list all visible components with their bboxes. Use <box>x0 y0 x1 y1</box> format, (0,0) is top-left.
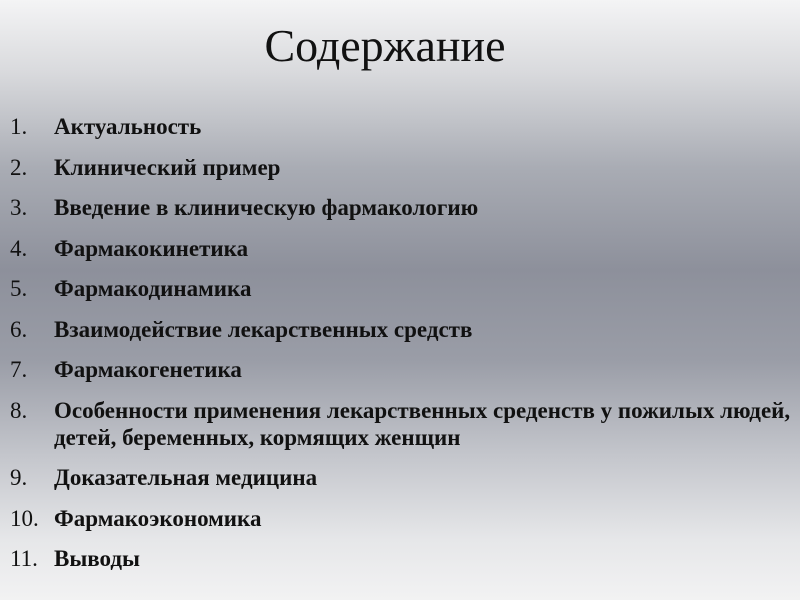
contents-item <box>10 464 795 491</box>
contents-item <box>10 154 795 181</box>
item-text: Клинический пример <box>54 154 281 180</box>
contents-item <box>10 275 795 302</box>
item-number: 7. <box>10 357 28 382</box>
item-text: Фармакогенетика <box>54 357 242 382</box>
contents-item <box>10 235 795 262</box>
slide-title: Содержание <box>264 20 506 71</box>
contents-item <box>10 194 795 221</box>
item-text: Актуальность <box>54 114 202 139</box>
item-text: Доказательная медицина <box>54 465 318 490</box>
item-number: 3. <box>10 195 28 220</box>
item-number: 11. <box>10 546 38 571</box>
contents-item <box>10 113 795 140</box>
contents-list <box>10 113 795 586</box>
contents-item <box>10 545 795 572</box>
item-number: 1. <box>10 114 28 139</box>
item-number: 6. <box>10 316 28 342</box>
item-text: Введение в клиническую фармакологию <box>54 195 479 220</box>
contents-item <box>10 397 795 451</box>
item-text: Особенности применения лекарственных среденств у пожилых людей, детей, беременных, кормящих женщин <box>54 397 791 450</box>
contents-item <box>10 356 795 383</box>
item-number: 10. <box>10 505 39 531</box>
item-number: 9. <box>10 465 28 490</box>
item-text: Фармакокинетика <box>54 235 249 261</box>
item-number: 8. <box>10 397 28 423</box>
item-text: Фармакодинамика <box>54 276 252 301</box>
item-number: 4. <box>10 235 28 261</box>
item-text: Фармакоэкономика <box>54 505 262 531</box>
item-number: 5. <box>10 276 28 301</box>
item-number: 2. <box>10 154 28 180</box>
item-text: Выводы <box>54 546 140 571</box>
contents-item <box>10 505 795 532</box>
contents-item <box>10 316 795 343</box>
item-text: Взаимодействие лекарственных средств <box>54 316 473 342</box>
